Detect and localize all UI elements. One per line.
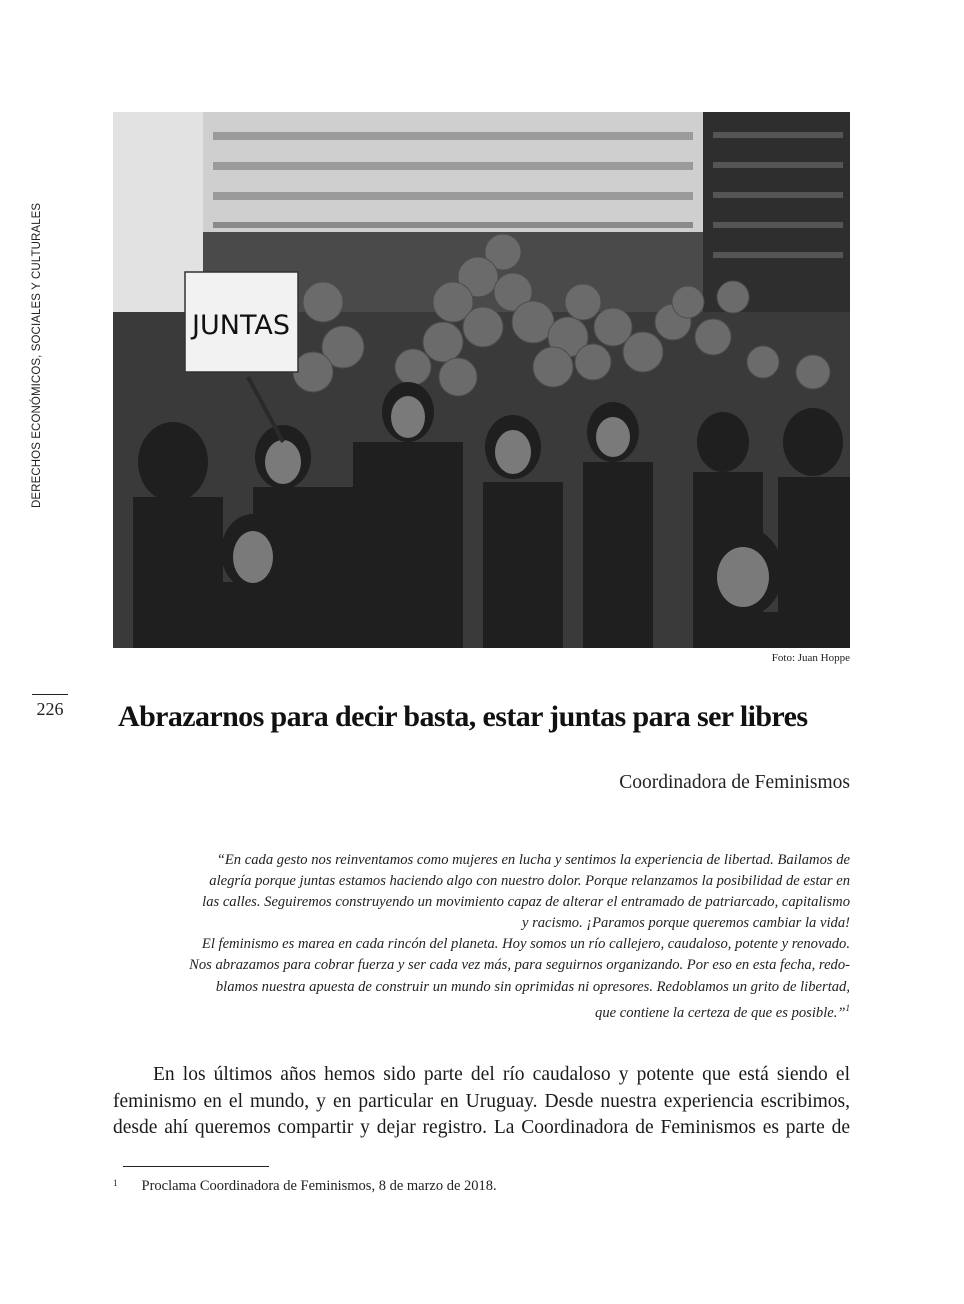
footnote-text: Proclama Coordinadora de Feminismos, 8 de marzo de 2018. xyxy=(141,1178,497,1194)
epigraph-line: las calles. Seguiremos construyendo un movimiento capaz de alterar el entramado de patriarcado, capitalismo xyxy=(202,894,850,911)
body-text xyxy=(113,1062,850,1142)
photo-illustration xyxy=(113,112,850,648)
footnote xyxy=(113,1178,497,1195)
sign-text: JUNTAS xyxy=(192,310,290,341)
epigraph-line: Nos abrazamos para cobrar fuerza y ser cada vez más, para seguirnos organizando. Por eso en esta fecha, redo- xyxy=(189,957,850,974)
epigraph-line: y racismo. ¡Paramos porque queremos cambiar la vida! xyxy=(521,915,850,932)
article-title: Abrazarnos para decir basta, estar juntas para ser libres xyxy=(118,700,808,733)
running-header: DERECHOS ECONÓMICOS, SOCIALES Y CULTURALES xyxy=(31,202,43,508)
epigraph-line: El feminismo es marea en cada rincón del planeta. Hoy somos un río callejero, caudaloso, potente y renovado. xyxy=(201,936,850,953)
article-author: Coordinadora de Feminismos xyxy=(619,772,850,793)
body-line: desde ahí queremos compartir y dejar registro. La Coordinadora de Feminismos es parte de xyxy=(113,1117,850,1138)
epigraph-line-text: que contiene la certeza de que es posible.” xyxy=(595,1004,846,1021)
epigraph-line: alegría porque juntas estamos haciendo algo con nuestro dolor. Porque relanzamos la posibilidad de estar en xyxy=(209,873,850,890)
epigraph-line: “En cada gesto nos reinventamos como mujeres en lucha y sentimos la experiencia de libertad. Bailamos de xyxy=(216,852,850,868)
body-line: feminismo en el mundo, y en particular en Uruguay. Desde nuestra experiencia escribimos, xyxy=(113,1090,850,1112)
epigraph-line-last xyxy=(140,998,850,1024)
body-line: En los últimos años hemos sido parte del río caudaloso y potente que está siendo el xyxy=(153,1064,850,1085)
footnote-reference[interactable]: 1 xyxy=(845,1002,850,1013)
footnote-number: 1 xyxy=(113,1178,118,1188)
epigraph xyxy=(140,850,850,1024)
epigraph-line: blamos nuestra apuesta de construir un mundo sin oprimidas ni opresores. Redoblamos un grito de libertad, xyxy=(215,978,850,995)
footnote-divider xyxy=(123,1166,269,1167)
photo-caption: Foto: Juan Hoppe xyxy=(771,652,850,664)
protest-photo xyxy=(113,112,850,648)
page-number: 226 xyxy=(32,694,68,720)
